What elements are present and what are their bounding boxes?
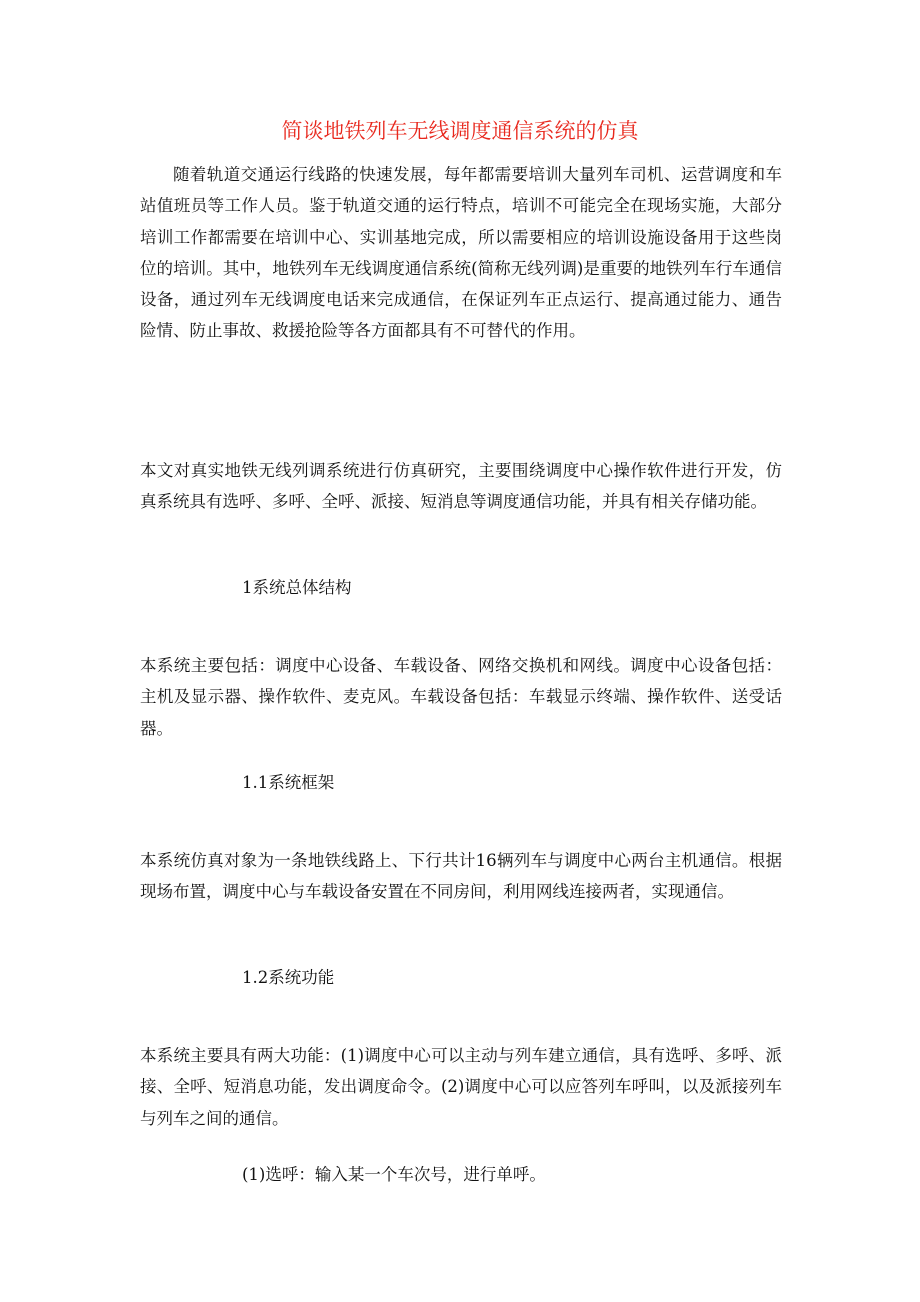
list-item-selective-call: (1)选呼：输入某一个车次号，进行单呼。 xyxy=(242,1165,546,1184)
paragraph-simulation-object: 本系统仿真对象为一条地铁线路上、下行共计16辆列车与调度中心两台主机通信。根据现场布置，调度中心与车载设备安置在不同房间，利用网线连接两者，实现通信。 xyxy=(140,851,782,902)
document-title: 简谈地铁列车无线调度通信系统的仿真 xyxy=(281,119,639,143)
paragraph-research-scope: 本文对真实地铁无线列调系统进行仿真研究，主要围绕调度中心操作软件进行开发，仿真系统具有选呼、多呼、全呼、派接、短消息等调度通信功能，并具有相关存储功能。 xyxy=(140,461,782,512)
section-heading-system-framework: 1.1系统框架 xyxy=(242,773,335,792)
paragraph-main-functions: 本系统主要具有两大功能：(1)调度中心可以主动与列车建立通信，具有选呼、多呼、派接、全呼、短消息功能，发出调度命令。(2)调度中心可以应答列车呼叫，以及派接列车与列车之间的通信。 xyxy=(140,1046,782,1128)
section-heading-overall-structure: 1系统总体结构 xyxy=(242,578,352,597)
paragraph-intro: 随着轨道交通运行线路的快速发展，每年都需要培训大量列车司机、运营调度和车站值班员等工作人员。鉴于轨道交通的运行特点，培训不可能完全在现场实施，大部分培训工作都需要在培训中心、实训基地完成，所以需要相应的培训设施设备用于这些岗位的培训。其中，地铁列车无线调度通信系统(简称无线列调)是重要的地铁列车行车通信设备，通过列车无线调度电话来完成通信，在保证列车正点运行、提高通过能力、通告险情、防止事故、救援抢险等各方面都具有不可替代的作用。 xyxy=(140,165,782,341)
section-heading-system-functions: 1.2系统功能 xyxy=(242,968,335,987)
paragraph-system-components: 本系统主要包括：调度中心设备、车载设备、网络交换机和网线。调度中心设备包括：主机及显示器、操作软件、麦克风。车载设备包括：车载显示终端、操作软件、送受话器。 xyxy=(140,656,782,738)
